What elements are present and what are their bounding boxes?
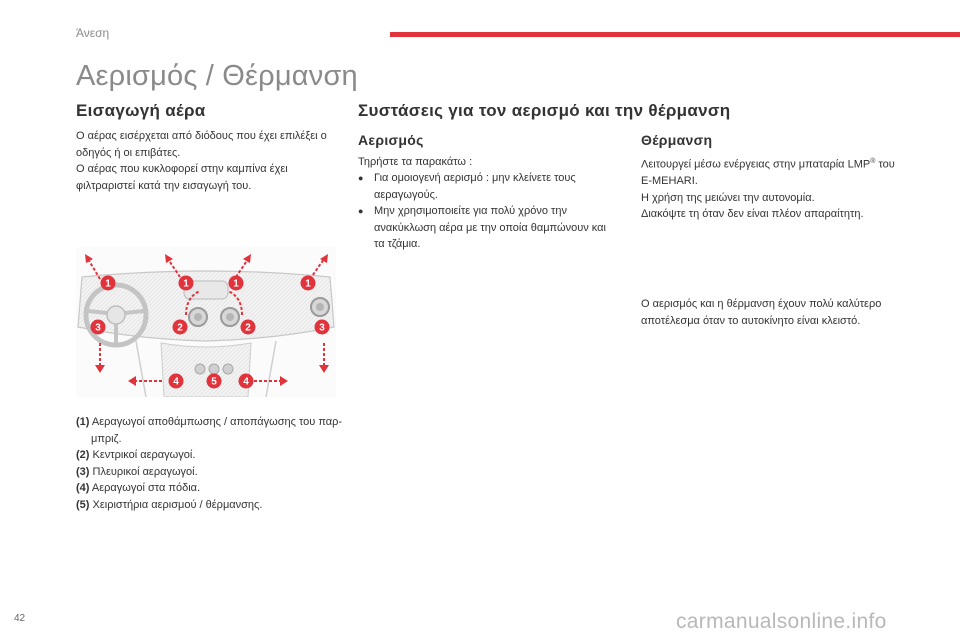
callout-1-label: 1 <box>233 278 239 290</box>
header-accent-bar <box>390 32 960 37</box>
callout-3-right <box>315 320 330 335</box>
callout-4-label: 4 <box>243 376 249 388</box>
heating-line-1-text: Λειτουργεί μέσω ενέργειας στην μπαταρία LMP <box>641 158 871 171</box>
legend-number: (1) <box>76 416 90 428</box>
heating-line-3: Διακόψτε τη όταν δεν είναι πλέον απαραίτητη. <box>641 208 864 221</box>
heating-line-1 <box>641 154 907 190</box>
legend-number: (5) <box>76 498 90 511</box>
heating-note: Ο αερισμός και η θέρμανση έχουν πολύ καλύτερο αποτέλεσμα όταν το αυτοκίνητο είναι κλειστό. <box>641 298 882 327</box>
callout-1-label: 1 <box>183 278 189 290</box>
legend-item <box>76 447 344 464</box>
callout-1-centre-left <box>179 276 194 291</box>
registered-mark: ® <box>870 158 876 165</box>
heating-line-2: Η χρήση της μειώνει την αυτονομία. <box>641 191 815 204</box>
ventilation-heading: Αερισμός <box>358 132 424 148</box>
ventilation-intro: Τηρήστε τα παρακάτω : <box>358 156 473 168</box>
legend-number: (2) <box>76 449 90 461</box>
legend-item <box>76 414 344 447</box>
heating-text <box>641 154 907 223</box>
callout-1-left <box>101 276 116 291</box>
air-intake-paragraph-1: Ο αέρας εισέρχεται από διόδους που έχει επιλέξει ο οδηγός ή οι επιβάτες. <box>76 130 327 159</box>
legend-number: (3) <box>76 465 90 478</box>
ventilation-bullet: ● Μην χρησιμοποιείτε για πολύ χρόνο την ανακύκλωση αέρα με την οποία θαμπώνουν και τα τζάμια. <box>358 203 614 253</box>
callout-5-label: 5 <box>211 376 217 388</box>
dashboard-ventilation-figure <box>76 247 336 397</box>
legend-text: Αεραγωγοί στα πόδια. <box>91 482 201 494</box>
callout-4-label: 4 <box>173 376 179 388</box>
callout-1-right <box>301 276 316 291</box>
legend-number: (4) <box>76 482 90 494</box>
callout-1-label: 1 <box>305 278 311 290</box>
air-intake-heading: Εισαγωγή αέρα <box>76 101 206 120</box>
callout-2-label: 2 <box>245 322 251 334</box>
page-number: 42 <box>14 613 26 624</box>
callout-2-right <box>241 320 256 335</box>
heating-line-1-suffix: του E-MEHARI. <box>641 158 895 188</box>
watermark: carmanualsonline.info <box>676 610 887 633</box>
recommendations-heading: Συστάσεις για τον αερισμό και την θέρμανση <box>358 101 731 120</box>
callout-1-centre-right <box>229 276 244 291</box>
callout-3-label: 3 <box>95 322 101 334</box>
heating-heading: Θέρμανση <box>641 132 713 148</box>
figure-legend <box>76 414 344 513</box>
callout-2-label: 2 <box>177 322 183 334</box>
callout-4-right <box>239 374 254 389</box>
ventilation-bullet: ● Για ομοιογενή αερισμό : μην κλείνετε τους αεραγωγούς. <box>358 170 614 203</box>
air-intake-paragraph-2: Ο αέρας που κυκλοφορεί στην καμπίνα έχει φιλτραριστεί κατά την εισαγωγή του. <box>76 163 288 192</box>
legend-item <box>76 497 344 514</box>
callout-5 <box>207 374 222 389</box>
callout-3-left <box>91 320 106 335</box>
air-intake-text <box>76 128 346 194</box>
callout-3-label: 3 <box>319 322 325 334</box>
page-title: Αερισμός / Θέρμανση <box>76 60 358 92</box>
callout-4-left <box>169 374 184 389</box>
legend-item <box>76 480 344 497</box>
section-header: Άνεση <box>76 26 110 40</box>
legend-text: Αεραγωγοί αποθάμπωσης / αποπάγωσης του παρ-μπριζ. <box>91 416 343 445</box>
legend-text: Πλευρικοί αεραγωγοί. <box>92 465 198 478</box>
legend-item <box>76 464 344 481</box>
ventilation-bullets <box>358 170 614 253</box>
legend-text: Κεντρικοί αεραγωγοί. <box>92 449 196 461</box>
callout-2-left <box>173 320 188 335</box>
legend-text: Χειριστήρια αερισμού / θέρμανσης. <box>92 498 263 511</box>
callout-1-label: 1 <box>105 278 111 290</box>
